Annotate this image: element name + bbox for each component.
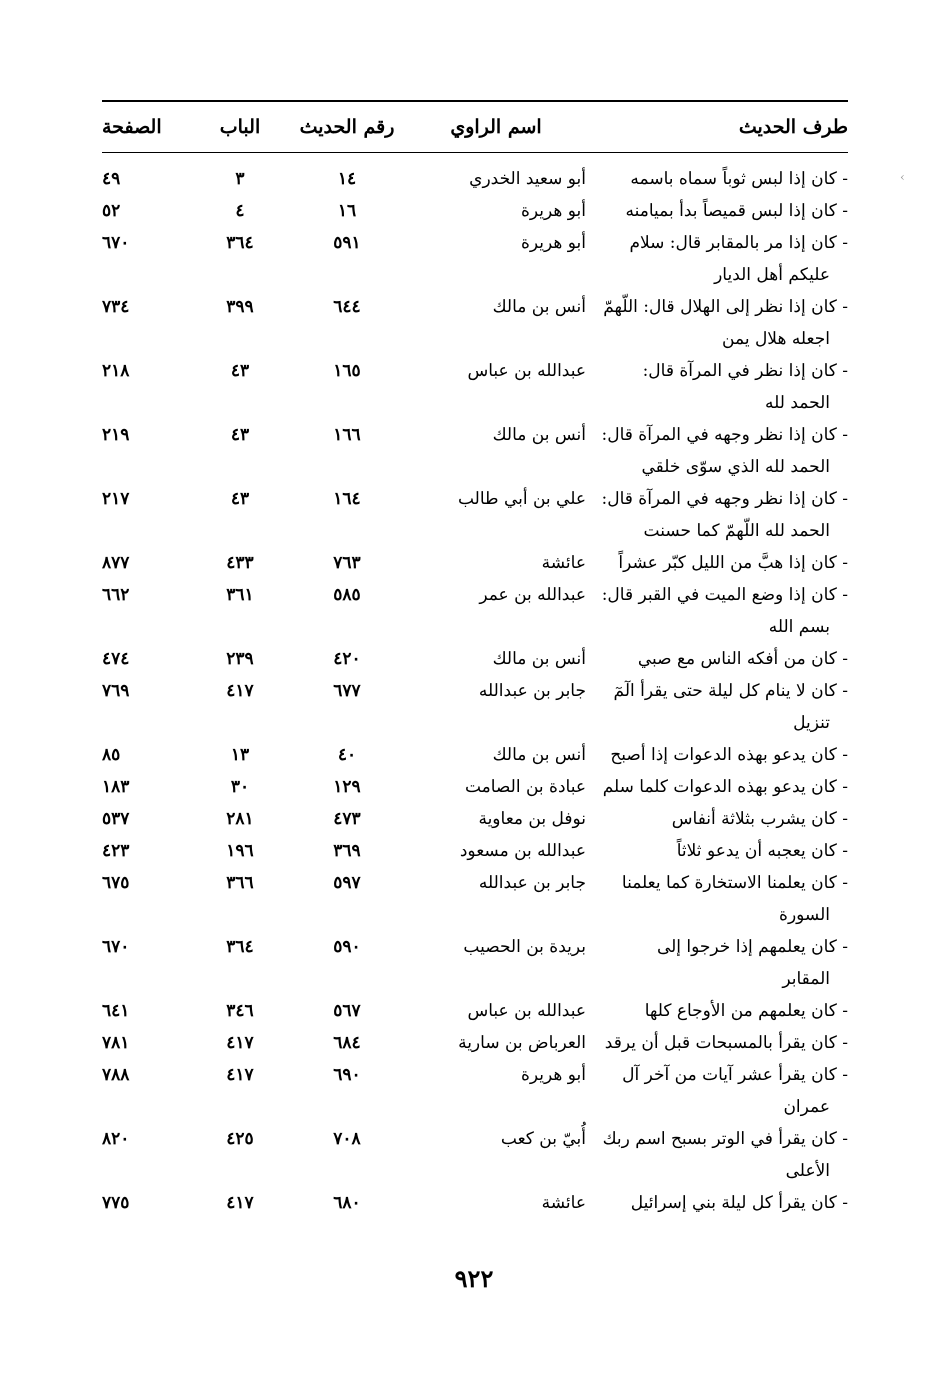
narrator-name: العرباض بن سارية bbox=[458, 1033, 586, 1053]
page-ref: ٧٨٨ bbox=[102, 1065, 130, 1085]
hadith-text bbox=[586, 227, 848, 291]
hadith-text bbox=[586, 643, 848, 675]
hadith-line: - كان من أفكه الناس مع صبي bbox=[637, 649, 848, 669]
table-row bbox=[102, 1059, 848, 1123]
page-ref: ٦٧٠ bbox=[102, 937, 130, 957]
page-ref: ٧٧٥ bbox=[102, 1193, 130, 1213]
narrator-name: أنس بن مالك bbox=[492, 297, 586, 317]
hadith-line: - كان يعلمهم إذا خرجوا إلى bbox=[656, 937, 848, 957]
hadith-number: ٣٦٩ bbox=[333, 841, 361, 861]
hadith-continuation: المقابر bbox=[782, 969, 830, 989]
narrator-name: أبو سعيد الخدري bbox=[469, 169, 586, 189]
table-row bbox=[102, 195, 848, 227]
hadith-number: ٥٩٧ bbox=[333, 873, 361, 893]
hadith-line: - كان يقرأ عشر آيات من آخر آل bbox=[622, 1065, 848, 1085]
chapter-number: ٤١٧ bbox=[226, 1065, 254, 1085]
hadith-text bbox=[586, 291, 848, 355]
chapter-number: ١٣ bbox=[230, 745, 250, 765]
narrator-name: أُبيّ بن كعب bbox=[500, 1129, 586, 1149]
hadith-continuation: عليكم أهل الديار bbox=[714, 265, 830, 285]
hadith-line: - كان يعلمنا الاستخارة كما يعلمنا bbox=[621, 873, 848, 893]
margin-mark: ‹ bbox=[900, 170, 905, 184]
hadith-number: ٦٤٤ bbox=[333, 297, 361, 317]
hadith-line: - كان لا ينام كل ليلة حتى يقرأ الٓمٓ bbox=[613, 681, 848, 701]
chapter-number: ٤ bbox=[235, 201, 245, 221]
page-ref: ٦٦٢ bbox=[102, 585, 130, 605]
hadith-line: - كان يدعو بهذه الدعوات إذا أصبح bbox=[610, 745, 848, 765]
header-narrator: اسم الراوي bbox=[450, 116, 542, 138]
table-row bbox=[102, 835, 848, 867]
narrator-name: عائشة bbox=[541, 553, 586, 573]
narrator-name: بريدة بن الحصيب bbox=[463, 937, 586, 957]
narrator-name: عبدالله بن عباس bbox=[467, 361, 586, 381]
hadith-number: ٥٨٥ bbox=[333, 585, 361, 605]
hadith-line: - كان يعلمهم من الأوجاع كلها bbox=[644, 1001, 848, 1021]
hadith-line: - كان إذا مر بالمقابر قال: سلام bbox=[629, 233, 848, 253]
hadith-line: - كان إذا نظر إلى الهلال قال: اللّهمّ bbox=[603, 297, 848, 317]
narrator-name: علي بن أبي طالب bbox=[457, 489, 586, 509]
page-ref: ٧٣٤ bbox=[102, 297, 130, 317]
page-ref: ٧٨١ bbox=[102, 1033, 130, 1053]
page-ref: ١٨٣ bbox=[102, 777, 130, 797]
hadith-number: ٦٨٠ bbox=[333, 1193, 361, 1213]
chapter-number: ٤١٧ bbox=[226, 1033, 254, 1053]
table-row bbox=[102, 675, 848, 739]
table-row bbox=[102, 291, 848, 355]
chapter-number: ٤١٧ bbox=[226, 681, 254, 701]
hadith-line: - كان يعجبه أن يدعو ثلاثاً bbox=[676, 841, 848, 861]
table-header bbox=[102, 102, 848, 152]
hadith-line: - كان يقرأ في الوتر بسبح اسم ربك bbox=[602, 1129, 848, 1149]
chapter-number: ٢٨١ bbox=[226, 809, 254, 829]
narrator-name: أنس بن مالك bbox=[492, 745, 586, 765]
narrator-name: عبادة بن الصامت bbox=[464, 777, 586, 797]
table-row bbox=[102, 483, 848, 547]
hadith-text bbox=[586, 419, 848, 483]
hadith-number: ٦٨٤ bbox=[333, 1033, 361, 1053]
narrator-name: عائشة bbox=[541, 1193, 586, 1213]
hadith-text bbox=[586, 803, 848, 835]
hadith-continuation: السورة bbox=[779, 905, 830, 925]
page-ref: ٢١٩ bbox=[102, 425, 130, 445]
narrator-name: أبو هريرة bbox=[520, 1065, 586, 1085]
hadith-continuation: اجعله هلال يمن bbox=[722, 329, 830, 349]
hadith-continuation: الحمد لله الذي سوّى خلقي bbox=[641, 457, 830, 477]
chapter-number: ٣٠ bbox=[230, 777, 250, 797]
page-number: ٩٢٢ bbox=[454, 1264, 494, 1293]
hadith-continuation: عمران bbox=[783, 1097, 830, 1117]
chapter-number: ٤٣٣ bbox=[226, 553, 254, 573]
page-ref: ٤٢٣ bbox=[102, 841, 130, 861]
hadith-line: - كان إذا نظر وجهه في المرآة قال: bbox=[601, 489, 848, 509]
chapter-number: ٣٦١ bbox=[226, 585, 254, 605]
hadith-text bbox=[586, 1027, 848, 1059]
header-number: رقم الحديث bbox=[299, 116, 395, 138]
narrator-name: عبدالله بن عمر bbox=[479, 585, 586, 605]
page-ref: ٧٦٩ bbox=[102, 681, 130, 701]
hadith-number: ٦٧٧ bbox=[333, 681, 361, 701]
hadith-continuation: بسم الله bbox=[768, 617, 830, 637]
hadith-line: - كان إذا لبس ثوباً سماه باسمه bbox=[630, 169, 848, 189]
hadith-number: ١٦ bbox=[337, 201, 357, 221]
hadith-text bbox=[586, 771, 848, 803]
header-page: الصفحة bbox=[102, 116, 162, 138]
chapter-number: ٣٤٦ bbox=[226, 1001, 254, 1021]
hadith-line: - كان إذا هبَّ من الليل كبّر عشراً bbox=[618, 553, 848, 573]
header-hadith: طرف الحديث bbox=[738, 116, 848, 138]
hadith-continuation: الحمد لله bbox=[765, 393, 830, 413]
hadith-text bbox=[586, 995, 848, 1027]
hadith-number: ٧٦٣ bbox=[333, 553, 361, 573]
hadith-number: ١٦٤ bbox=[333, 489, 361, 509]
chapter-number: ٤٣ bbox=[230, 425, 250, 445]
hadith-line: - كان إذا نظر في المرآة قال: bbox=[642, 361, 848, 381]
table-row bbox=[102, 227, 848, 291]
page-ref: ٢١٧ bbox=[102, 489, 130, 509]
page-ref: ٥٣٧ bbox=[102, 809, 130, 829]
hadith-text bbox=[586, 1059, 848, 1123]
hadith-text bbox=[586, 739, 848, 771]
table-row bbox=[102, 547, 848, 579]
hadith-number: ١٦٥ bbox=[333, 361, 361, 381]
header-rule bbox=[102, 152, 848, 153]
hadith-number: ٥٩١ bbox=[333, 233, 361, 253]
narrator-name: أنس بن مالك bbox=[492, 425, 586, 445]
hadith-text bbox=[586, 579, 848, 643]
header-chapter: الباب bbox=[219, 116, 261, 138]
hadith-line: - كان يقرأ بالمسبحات قبل أن يرقد bbox=[604, 1033, 848, 1053]
page-ref: ٨٧٧ bbox=[102, 553, 130, 573]
page-ref: ٥٢ bbox=[102, 201, 121, 221]
table-row bbox=[102, 771, 848, 803]
hadith-text bbox=[586, 835, 848, 867]
hadith-index-table bbox=[102, 100, 848, 1219]
hadith-line: - كان إذا وضع الميت في القبر قال: bbox=[601, 585, 848, 605]
page-ref: ٨٢٠ bbox=[102, 1129, 130, 1149]
narrator-name: أبو هريرة bbox=[520, 201, 586, 221]
narrator-name: أنس بن مالك bbox=[492, 649, 586, 669]
hadith-number: ١٢٩ bbox=[333, 777, 361, 797]
hadith-text bbox=[586, 163, 848, 195]
table-row bbox=[102, 163, 848, 195]
table-row bbox=[102, 931, 848, 995]
page-ref: ٤٩ bbox=[102, 169, 121, 189]
narrator-name: جابر بن عبدالله bbox=[478, 873, 586, 893]
table-row bbox=[102, 355, 848, 419]
hadith-text bbox=[586, 483, 848, 547]
hadith-number: ٤٢٠ bbox=[333, 649, 361, 669]
chapter-number: ٤٣ bbox=[230, 361, 250, 381]
table-body bbox=[102, 163, 848, 1219]
table-row bbox=[102, 419, 848, 483]
narrator-name: عبدالله بن مسعود bbox=[459, 841, 586, 861]
hadith-continuation: تنزيل bbox=[793, 713, 830, 733]
hadith-number: ١٤ bbox=[337, 169, 357, 189]
page-ref: ٤٧٤ bbox=[102, 649, 130, 669]
hadith-text bbox=[586, 1187, 848, 1219]
narrator-name: أبو هريرة bbox=[520, 233, 586, 253]
hadith-text bbox=[586, 931, 848, 995]
hadith-line: - كان إذا لبس قميصاً بدأ بميامنه bbox=[625, 201, 848, 221]
table-row bbox=[102, 803, 848, 835]
page-ref: ٦٧٥ bbox=[102, 873, 130, 893]
chapter-number: ٣٦٤ bbox=[226, 233, 254, 253]
page-ref: ٦٧٠ bbox=[102, 233, 130, 253]
hadith-number: ٤٠ bbox=[337, 745, 357, 765]
hadith-number: ١٦٦ bbox=[333, 425, 361, 445]
page-ref: ٨٥ bbox=[102, 745, 121, 765]
chapter-number: ٣٦٦ bbox=[226, 873, 254, 893]
hadith-number: ٤٧٣ bbox=[333, 809, 361, 829]
chapter-number: ٤١٧ bbox=[226, 1193, 254, 1213]
chapter-number: ٣٩٩ bbox=[226, 297, 254, 317]
hadith-number: ٧٠٨ bbox=[333, 1129, 361, 1149]
hadith-line: - كان يقرأ كل ليلة بني إسرائيل bbox=[630, 1193, 848, 1213]
chapter-number: ٣ bbox=[235, 169, 245, 189]
page-ref: ٦٤١ bbox=[102, 1001, 130, 1021]
hadith-line: - كان إذا نظر وجهه في المرآة قال: bbox=[601, 425, 848, 445]
hadith-text bbox=[586, 1123, 848, 1187]
chapter-number: ٢٣٩ bbox=[226, 649, 254, 669]
narrator-name: جابر بن عبدالله bbox=[478, 681, 586, 701]
chapter-number: ٤٢٥ bbox=[226, 1129, 254, 1149]
hadith-number: ٦٩٠ bbox=[333, 1065, 361, 1085]
table-row bbox=[102, 1027, 848, 1059]
hadith-line: - كان يدعو بهذه الدعوات كلما سلم bbox=[602, 777, 848, 797]
table-row bbox=[102, 1123, 848, 1187]
hadith-text bbox=[586, 675, 848, 739]
table-row bbox=[102, 643, 848, 675]
table-row bbox=[102, 867, 848, 931]
hadith-number: ٥٦٧ bbox=[333, 1001, 361, 1021]
table-row bbox=[102, 1187, 848, 1219]
chapter-number: ٤٣ bbox=[230, 489, 250, 509]
narrator-name: نوفل بن معاوية bbox=[478, 809, 586, 829]
table-row bbox=[102, 579, 848, 643]
hadith-text bbox=[586, 547, 848, 579]
narrator-name: عبدالله بن عباس bbox=[467, 1001, 586, 1021]
hadith-continuation: الحمد لله اللّهمّ كما حسنت bbox=[643, 521, 830, 541]
table-row bbox=[102, 995, 848, 1027]
page-ref: ٢١٨ bbox=[102, 361, 130, 381]
hadith-number: ٥٩٠ bbox=[333, 937, 361, 957]
hadith-line: - كان يشرب بثلاثة أنفاس bbox=[671, 809, 848, 829]
chapter-number: ٣٦٤ bbox=[226, 937, 254, 957]
hadith-continuation: الأعلى bbox=[785, 1161, 830, 1181]
hadith-text bbox=[586, 355, 848, 419]
hadith-text bbox=[586, 867, 848, 931]
table-row bbox=[102, 739, 848, 771]
chapter-number: ١٩٦ bbox=[226, 841, 254, 861]
hadith-text bbox=[586, 195, 848, 227]
